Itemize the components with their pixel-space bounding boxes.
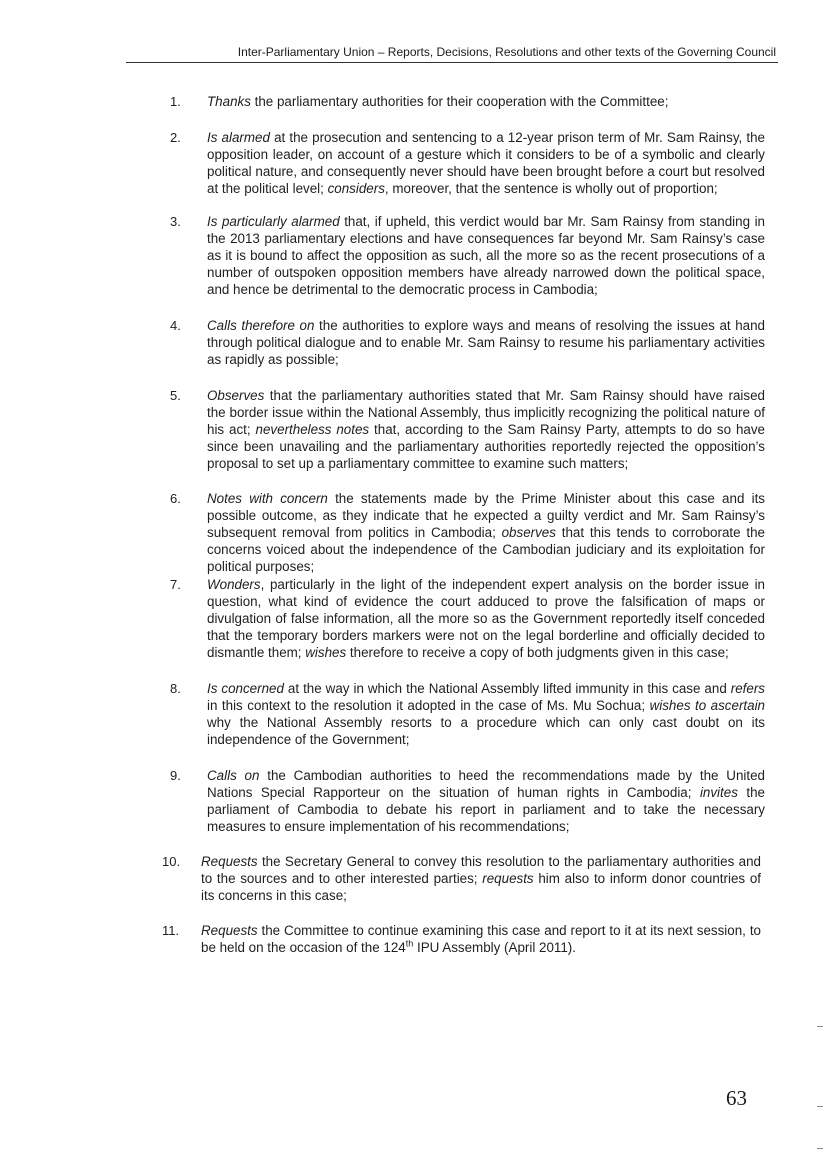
- paragraph-segment: that, according to the Sam Rainsy Party, attempts to do so have since been unavailing and the parliamentary authorities reportedly rejected the opposition’s proposal to set up a parliamentary committee to examine such matters;: [207, 422, 765, 471]
- scan-edge-mark: [817, 1106, 823, 1107]
- paragraph-segment: at the way in which the National Assembly lifted immunity in this case and: [283, 681, 731, 696]
- paragraph-number: 3.: [170, 214, 181, 229]
- operative-verb: Requests: [201, 854, 258, 869]
- operative-verb: nevertheless notes: [255, 422, 370, 437]
- operative-verb: refers: [730, 681, 765, 696]
- operative-verb: Calls on: [207, 768, 260, 783]
- paragraph-number: 8.: [170, 681, 181, 696]
- paragraph-segment: that this tends to corroborate the concerns voiced about the independence of the Cambodian judiciary and its exploitation for political purposes;: [207, 525, 765, 574]
- paragraph-segment: at the prosecution and sentencing to a 12-year prison term of Mr. Sam Rainsy, the opposition leader, on account of a gesture which it considers to be of a symbolic and clearly political nature, and consequently never should have been brought before a court but resolved at the political level;: [207, 130, 765, 196]
- running-header: Inter-Parliamentary Union – Reports, Decisions, Resolutions and other texts of the Governing Council: [237, 45, 776, 59]
- paragraph-text: [207, 767, 765, 835]
- page-number: 63: [726, 1086, 747, 1110]
- paragraph-segment: that, if upheld, this verdict would bar Mr. Sam Rainsy from standing in the 2013 parliamentary elections and have consequences far beyond Mr. Sam Rainsy’s case as it is bound to affect the opposition as such, all the more so as the recent prosecutions of a number of outspoken opposition members have already narrowed down the political space, and hence be detrimental to the democratic process in Cambodia;: [207, 214, 765, 297]
- paragraph-segment: in this context to the resolution it adopted in the case of Ms. Mu Sochua;: [207, 698, 650, 713]
- operative-verb: considers: [327, 181, 385, 196]
- operative-verb: invites: [699, 785, 738, 800]
- paragraph-segment: him also to inform donor countries of its concerns in this case;: [201, 871, 761, 903]
- operative-verb: Requests: [201, 923, 258, 938]
- operative-verb: requests: [482, 871, 534, 886]
- paragraph-number: 1.: [170, 94, 181, 109]
- paragraph-segment: the Secretary General to convey this resolution to the parliamentary authorities and to the sources and to other interested parties;: [201, 854, 761, 886]
- paragraph-segment: the Cambodian authorities to heed the recommendations made by the United Nations Special Rapporteur on the situation of human rights in Cambodia;: [207, 768, 765, 800]
- operative-verb: Thanks: [207, 94, 251, 109]
- paragraph-number: 4.: [170, 318, 181, 333]
- paragraph-segment: the Committee to continue examining this case and report to it at its next session, to be held on the occasion of the 124: [201, 923, 761, 955]
- paragraph-segment: the statements made by the Prime Minister about this case and its possible outcome, as they indicate that he expected a guilty verdict and Mr. Sam Rainsy’s subsequent removal from politics in Cambodia;: [207, 491, 765, 540]
- paragraph-segment: , particularly in the light of the independent expert analysis on the border issue in question, what kind of evidence the court adduced to prove the falsification of maps or divulgation of false information, all the more so as the Government reportedly itself conceded that the temporary borders markers were not on the legal borderline and officially decided to dismantle them;: [207, 577, 765, 660]
- operative-verb: Is particularly alarmed: [207, 214, 340, 229]
- operative-verb: wishes to ascertain: [649, 698, 765, 713]
- operative-verb: observes: [501, 525, 556, 540]
- paragraph-number: 7.: [170, 577, 181, 592]
- paragraph-text: [207, 129, 765, 197]
- paragraph-text: [207, 576, 765, 661]
- paragraph-segment: the authorities to explore ways and means of resolving the issues at hand through political dialogue and to enable Mr. Sam Rainsy to resume his parliamentary activities as rapidly as possible;: [207, 318, 765, 367]
- operative-verb: Notes with concern: [207, 491, 328, 506]
- operative-verb: Observes: [207, 388, 265, 403]
- paragraph-text: [207, 387, 765, 472]
- paragraph-segment: IPU Assembly (April 2011).: [413, 940, 576, 955]
- paragraph-number: 6.: [170, 491, 181, 506]
- ordinal-suffix: th: [405, 938, 414, 949]
- paragraph-text: [207, 213, 765, 298]
- paragraph-text: [207, 490, 765, 575]
- paragraph-text: [207, 93, 765, 110]
- paragraph-text: [207, 317, 765, 368]
- operative-verb: Is concerned: [207, 681, 284, 696]
- paragraph-segment: , moreover, that the sentence is wholly out of proportion;: [384, 181, 718, 196]
- paragraph-text: [201, 922, 761, 956]
- paragraph-text: [207, 680, 765, 748]
- paragraph-segment: that the parliamentary authorities stated that Mr. Sam Rainsy should have raised the border issue within the National Assembly, thus implicitly recognizing the political nature of his act;: [207, 388, 765, 437]
- paragraph-number: 9.: [170, 768, 181, 783]
- paragraph-segment: the parliament of Cambodia to debate his report in parliament and to take the necessary measures to ensure implementation of his recommendations;: [207, 785, 765, 834]
- paragraph-number: 10.: [162, 854, 181, 869]
- paragraph-segment: therefore to receive a copy of both judgments given in this case;: [346, 645, 729, 660]
- scan-edge-mark: [817, 1148, 823, 1149]
- paragraph-segment: why the National Assembly resorts to a procedure which can only cast doubt on its independence of the Government;: [207, 715, 765, 747]
- paragraph-segment: the parliamentary authorities for their cooperation with the Committee;: [250, 94, 669, 109]
- paragraph-number: 11.: [162, 923, 180, 938]
- scan-edge-mark: [817, 1026, 823, 1027]
- operative-verb: Calls therefore on: [207, 318, 315, 333]
- operative-verb: wishes: [305, 645, 347, 660]
- paragraph-text: [201, 853, 761, 904]
- operative-verb: Wonders: [207, 577, 261, 592]
- paragraph-number: 5.: [170, 388, 181, 403]
- operative-verb: Is alarmed: [207, 130, 270, 145]
- paragraph-number: 2.: [170, 130, 181, 145]
